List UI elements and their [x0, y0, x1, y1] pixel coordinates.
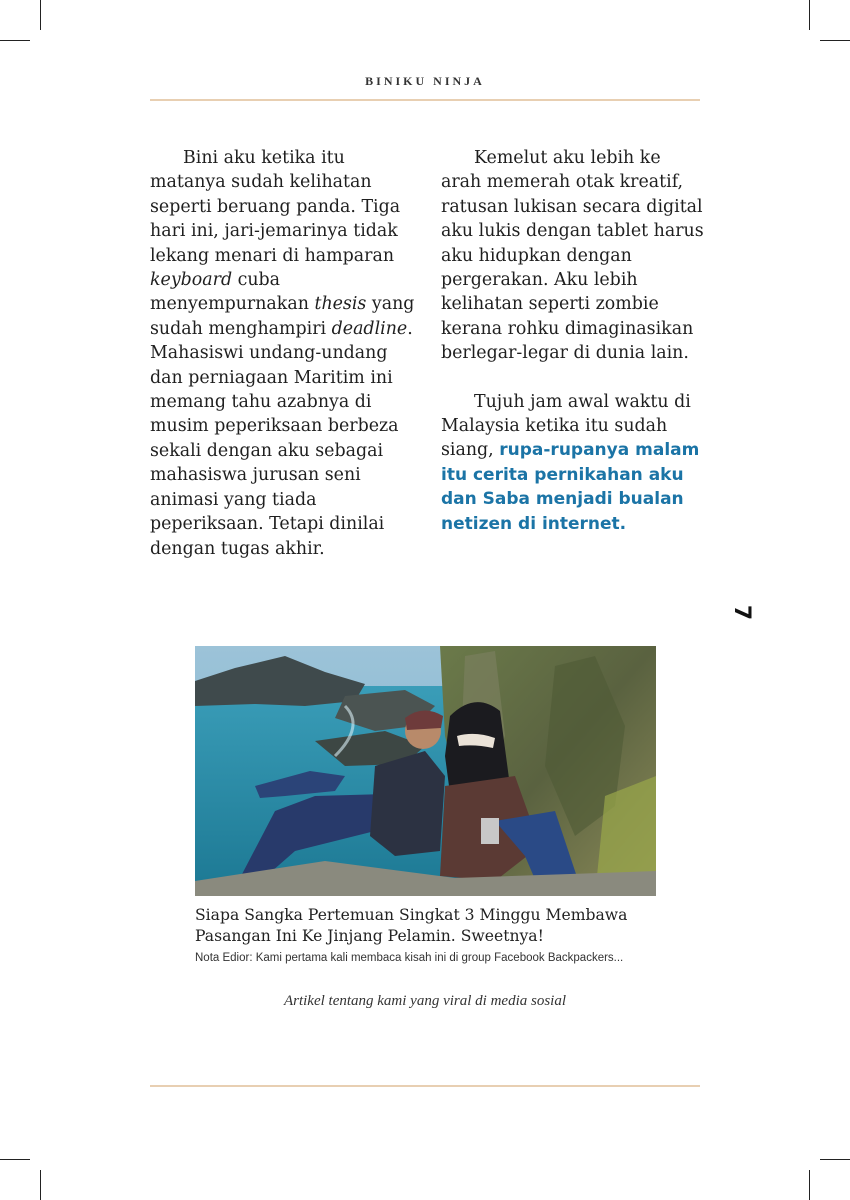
article-note: Nota Edior: Kami pertama kali membaca kisah ini di group Facebook Backpackers... [195, 952, 624, 964]
footer-rule [150, 1085, 700, 1087]
running-head: BINIKU NINJA [365, 74, 485, 88]
left-column [150, 146, 415, 561]
crop-mark [0, 1159, 30, 1160]
header-rule [150, 99, 700, 101]
text-run: . Mahasiswi undang-undang dan perniagaan Maritim ini memang tahu azabnya di musim peperiksaan berbeza sekali dengan aku sebagai mahasiswa jurusan seni animasi yang tiada peperiksaan. Tetapi dinilai dengan tugas akhir. [150, 318, 413, 559]
right-column [441, 146, 706, 536]
article-screenshot [195, 905, 656, 964]
right-paragraph-2 [441, 390, 706, 536]
text-run: cuba menyempurnakan [150, 270, 315, 315]
highlight-text: rupa-rupanya malam itu cerita pernikahan aku dan Saba menjadi bualan netizen di internet. [441, 440, 700, 534]
couple-photo [195, 646, 656, 896]
crop-mark [40, 0, 41, 30]
italic-term: keyboard [150, 270, 233, 291]
crop-mark [820, 1159, 850, 1160]
crop-mark [820, 40, 850, 41]
crop-mark [809, 1170, 810, 1200]
text-run: Bini aku ketika itu matanya sudah kelihatan seperti beruang panda. Tiga hari ini, jari-jemarinya tidak lekang menari di hamparan [150, 148, 401, 266]
right-paragraph-1: Kemelut aku lebih ke arah memerah otak kreatif, ratusan lukisan secara digital aku lukis dengan tablet harus aku hidupkan dengan pergerakan. Aku lebih kelihatan seperti zombie kerana rohku dimaginasikan berlegar-legar di dunia lain. [441, 148, 704, 364]
crop-mark [40, 1170, 41, 1200]
left-paragraph [150, 146, 415, 561]
italic-term: deadline [331, 318, 408, 339]
article-title: Siapa Sangka Pertemuan Singkat 3 Minggu Membawa Pasangan Ini Ke Jinjang Pelamin. Sweetnya! [195, 906, 628, 945]
crop-mark [0, 40, 30, 41]
text-run: yang sudah menghampiri [150, 294, 415, 339]
page-number: 7 [729, 604, 755, 621]
italic-term: thesis [314, 294, 367, 315]
text-run: Tujuh jam awal waktu di Malaysia ketika itu sudah siang, [441, 391, 691, 461]
figure-caption: Artikel tentang kami yang viral di media sosial [283, 993, 567, 1009]
crop-mark [809, 0, 810, 30]
